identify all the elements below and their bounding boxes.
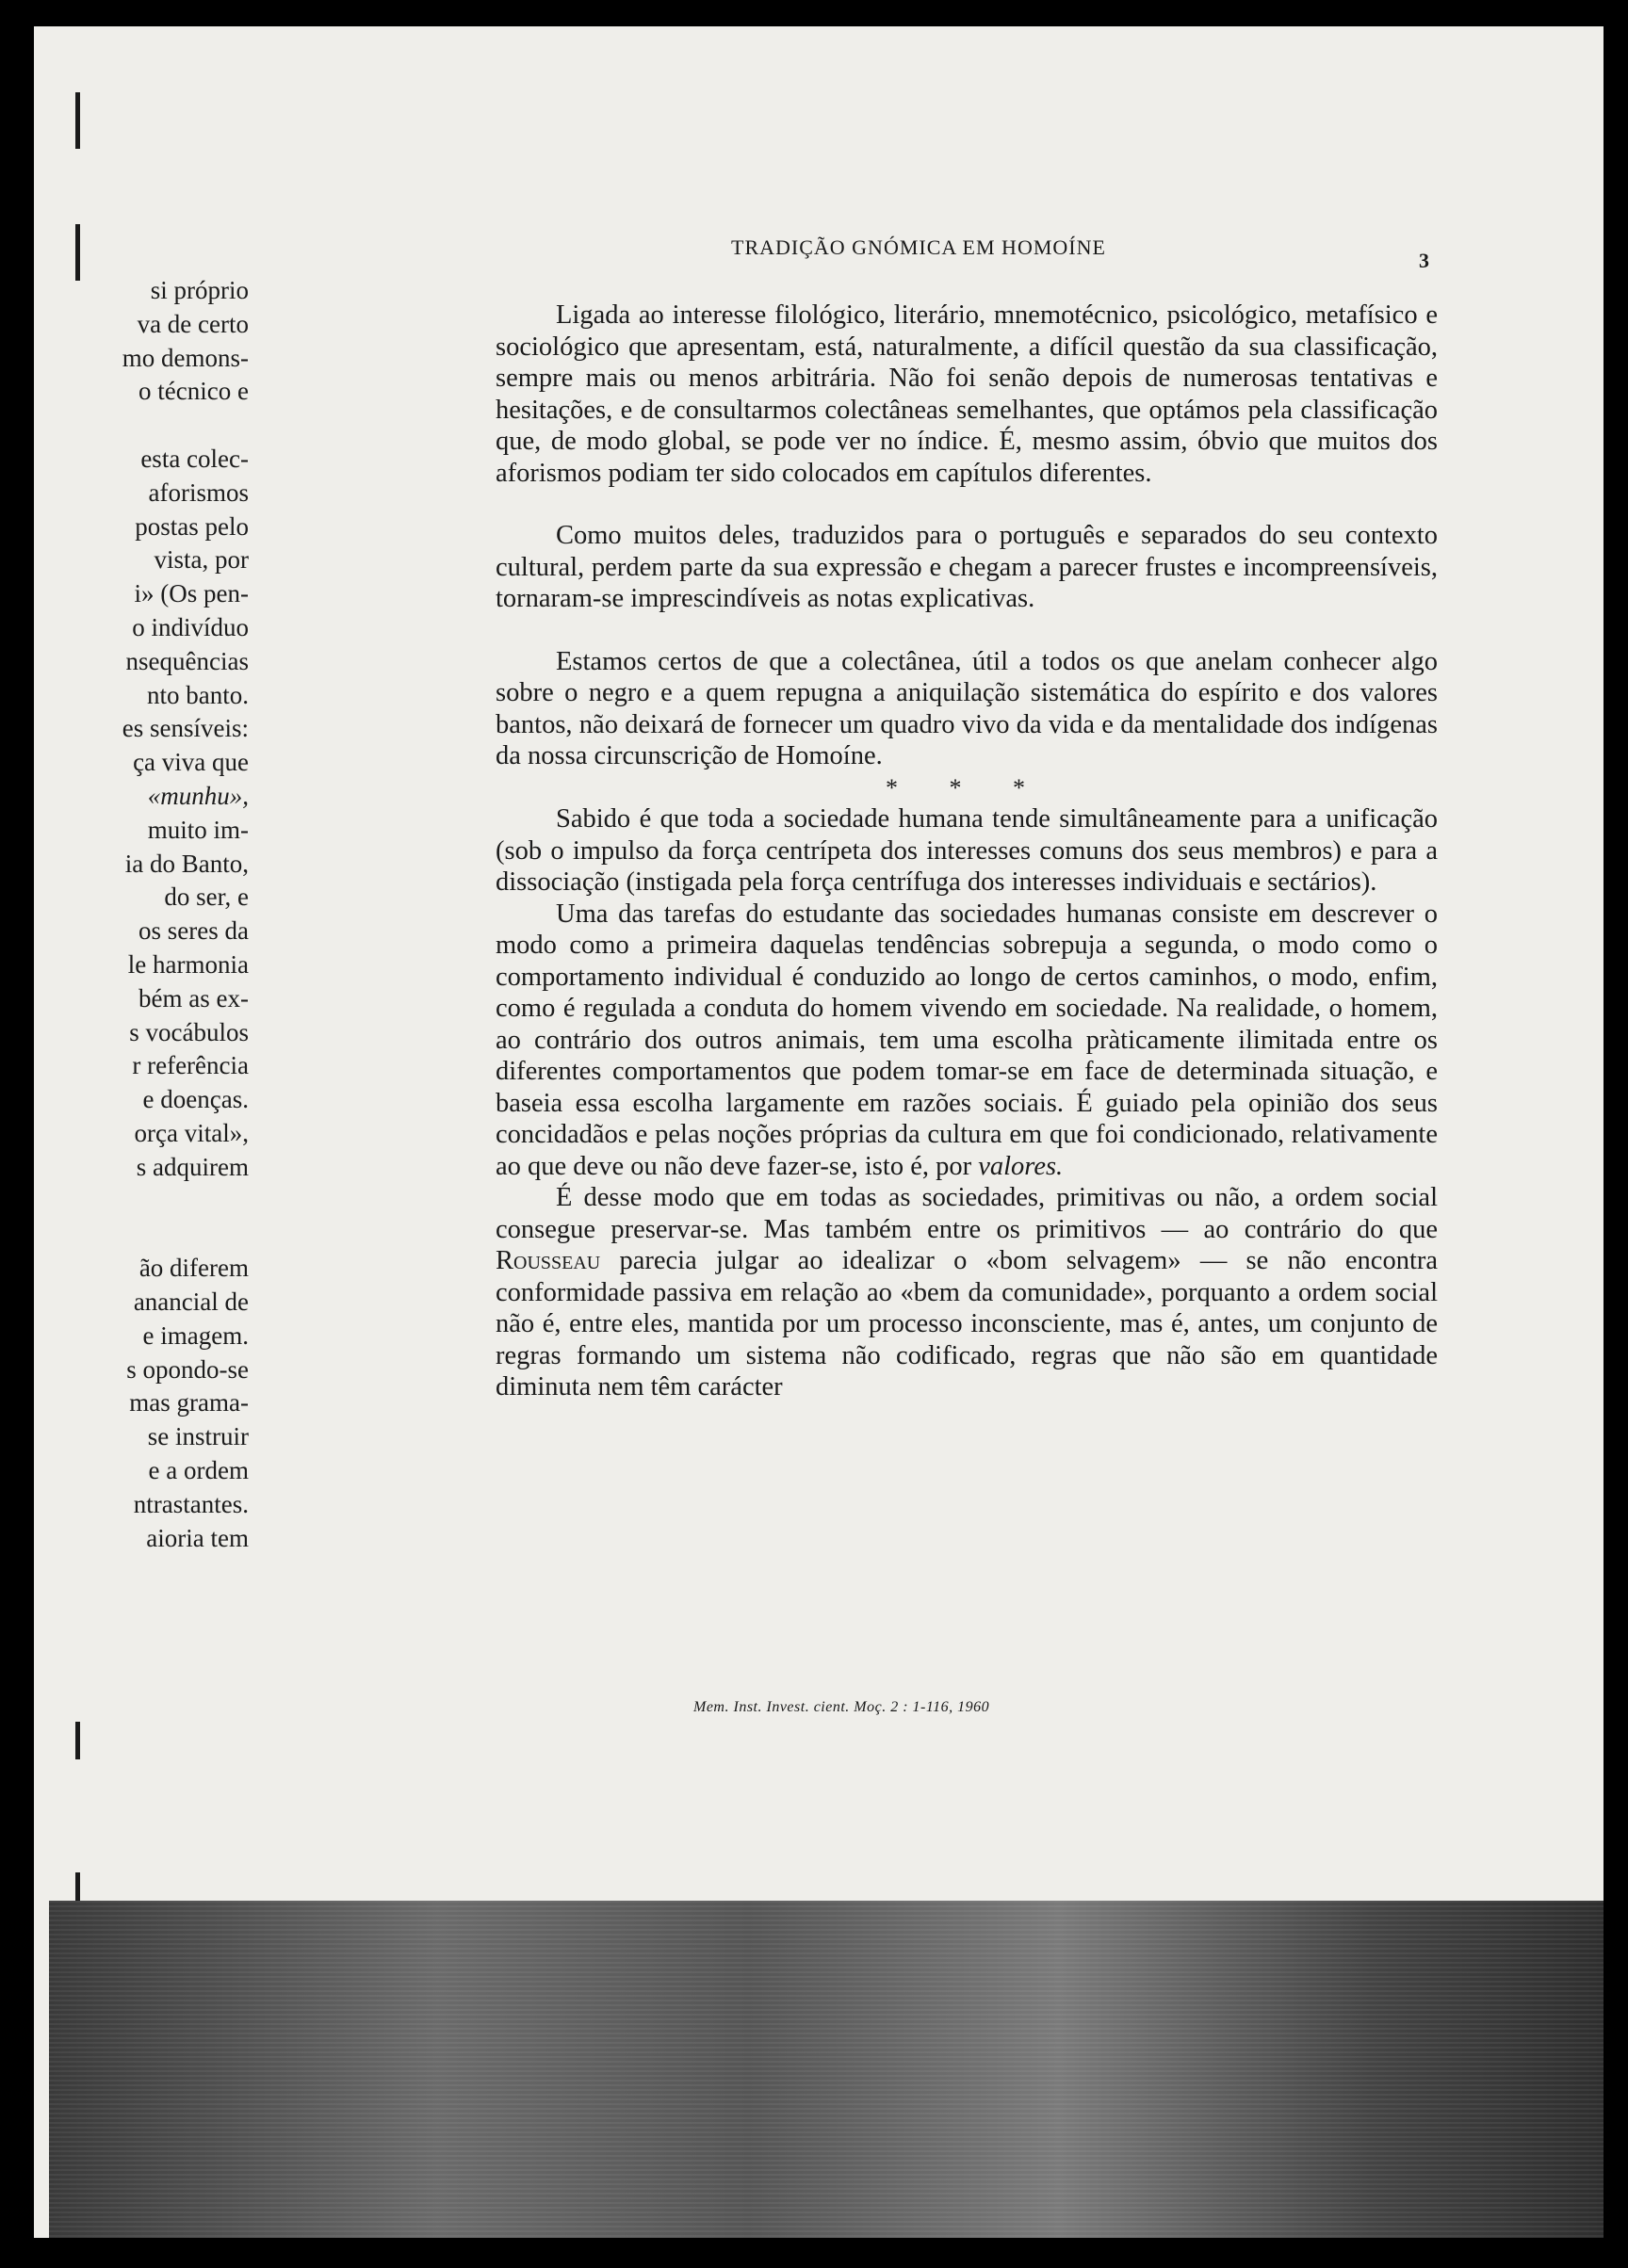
paragraph: Ligada ao interesse filológico, literário, mnemotécnico, psicológico, metafísico e sociológico que apresentam, está, naturalmente, a difícil questão da sua classificação, sempre mais ou menos arbitrária. Não foi senão depois de numerosas tentativas e hesitações, e de consultarmos colectâneas semelhantes, que optámos pela classificação que, de modo global, se pode ver no índice. É, mesmo assim, óbvio que muitos dos aforismos podiam ter sido colocados em capítulos diferentes. bbox=[496, 300, 1438, 488]
left-fragment-line: anancial de bbox=[133, 1288, 249, 1316]
left-fragment-line: es sensíveis: bbox=[122, 714, 249, 743]
paragraph: Como muitos deles, traduzidos para o português e separados do seu contexto cultural, perdem parte da sua expressão e chegam a parecer frustes e incompreensíveis, tornaram-se imprescindíveis as notas explicativas. bbox=[496, 521, 1438, 613]
left-fragment-line: r referência bbox=[132, 1051, 249, 1080]
left-fragment-line: ça viva que bbox=[133, 748, 249, 777]
scan-artifact-band bbox=[49, 1901, 1604, 2238]
paragraph-text: parecia julgar ao idealizar o «bom selvagem» — se não encontra conformidade passiva em relação ao «bem da comunidade», porquanto a ordem social não é, entre eles, mantida por um processo inconsciente, mas é, antes, um conjunto de regras formando um sistema não codificado, regras que não são em quantidade diminuta nem têm carácter bbox=[496, 1246, 1438, 1401]
left-fragment-line: aforismos bbox=[148, 478, 249, 507]
left-fragment-line: i» (Os pen- bbox=[134, 579, 249, 608]
left-fragment-line: o técnico e bbox=[138, 377, 249, 406]
italic-term: valores. bbox=[978, 1151, 1064, 1181]
left-fragment-line: o indivíduo bbox=[132, 613, 249, 641]
paper-sheet bbox=[34, 26, 1604, 2238]
left-fragment-line: s adquirem bbox=[136, 1152, 249, 1181]
left-fragment-line: aioria tem bbox=[146, 1523, 249, 1552]
left-fragment-line: s opondo-se bbox=[126, 1354, 249, 1384]
left-fragment-line: ia do Banto, bbox=[124, 849, 249, 878]
running-head: TRADIÇÃO GNÓMICA EM HOMOÍNE bbox=[731, 235, 1106, 259]
body-text bbox=[496, 300, 1438, 1403]
left-fragment-line: os seres da bbox=[138, 916, 249, 946]
left-fragment-line: nto banto. bbox=[147, 680, 249, 709]
left-fragment-line: e a ordem bbox=[148, 1456, 249, 1484]
left-fragment-line: si próprio bbox=[150, 276, 249, 304]
paragraph: Sabido é que toda a sociedade humana tende simultâneamente para a unificação (sob o impulso da força centrípeta dos interesses comuns dos seus membros) e para a dissociação (instigada pela força centrífuga dos interesses individuais e sectários). bbox=[496, 804, 1438, 897]
left-fragment-line: orça vital», bbox=[134, 1119, 249, 1147]
left-fragment-line: s vocábulos bbox=[129, 1017, 249, 1046]
left-fragment-line: e imagem. bbox=[142, 1320, 249, 1350]
left-fragment-line: postas pelo bbox=[135, 511, 249, 541]
paragraph-text: É desse modo que em todas as sociedades, primitivas ou não, a ordem social consegue preservar-se. Mas também entre os primitivos — ao contrário do que bbox=[496, 1183, 1438, 1244]
paragraph-text: Uma das tarefas do estudante das sociedades humanas consiste em descrever o modo como a primeira daquelas tendências sobrepuja a segunda, o modo como o comportamento individual é conduzido ao longo de certos caminhos, o modo, enfim, como é regulada a conduta do homem vivendo em sociedade. Na realidade, o homem, ao contrário dos outros animais, tem uma escolha pràticamente ilimitada entre os diferentes comportamentos que podem tomar-se em face de determinada situação, e baseia essa escolha largamente em razões sociais. É guiado pela opinião dos seus concidadãos e pelas noções próprias da cultura em que foi condicionado, relativamente ao que deve ou não deve fazer-se, isto é, por bbox=[496, 899, 1438, 1181]
left-fragment-line: mo demons- bbox=[122, 343, 249, 372]
left-fragment-line: va de certo bbox=[137, 309, 249, 338]
left-fragment-line: muito im- bbox=[147, 815, 249, 844]
footnote-citation: Mem. Inst. Invest. cient. Moç. 2 : 1-116, 1960 bbox=[693, 1699, 990, 1715]
left-fragment-line: do ser, e bbox=[164, 883, 249, 912]
author-name: Rousseau bbox=[496, 1246, 601, 1275]
left-fragment-line: e doenças. bbox=[142, 1085, 249, 1114]
page-number: 3 bbox=[1419, 249, 1429, 272]
left-fragment-line: se instruir bbox=[147, 1422, 249, 1451]
paragraph: Estamos certos de que a colectânea, útil a todos os que anelam conhecer algo sobre o negro e a quem repugna a aniquilação sistemática do espírito e dos valores bantos, não deixará de fornecer um quadro vivo da vida e da mentalidade dos indígenas da nossa circunscrição de Homoíne. bbox=[496, 646, 1438, 770]
paragraph bbox=[496, 1182, 1438, 1403]
left-fragment-line: nsequências bbox=[125, 646, 249, 675]
left-fragment-line: «munhu», bbox=[147, 782, 249, 810]
paragraph bbox=[496, 899, 1438, 1183]
left-fragment-line: mas grama- bbox=[129, 1388, 249, 1418]
binding-mark bbox=[75, 224, 80, 281]
left-fragment-line: ntrastantes. bbox=[133, 1489, 249, 1518]
left-fragment-line: esta colec- bbox=[140, 445, 249, 473]
left-fragment-line: le harmonia bbox=[127, 950, 249, 979]
binding-mark bbox=[75, 1722, 80, 1759]
section-break: * * * bbox=[886, 773, 1048, 802]
binding-mark bbox=[75, 92, 80, 149]
left-fragment-line: vista, por bbox=[154, 545, 249, 575]
left-fragment-line: bém as ex- bbox=[138, 983, 249, 1012]
left-fragment-line: ão diferem bbox=[138, 1254, 249, 1283]
